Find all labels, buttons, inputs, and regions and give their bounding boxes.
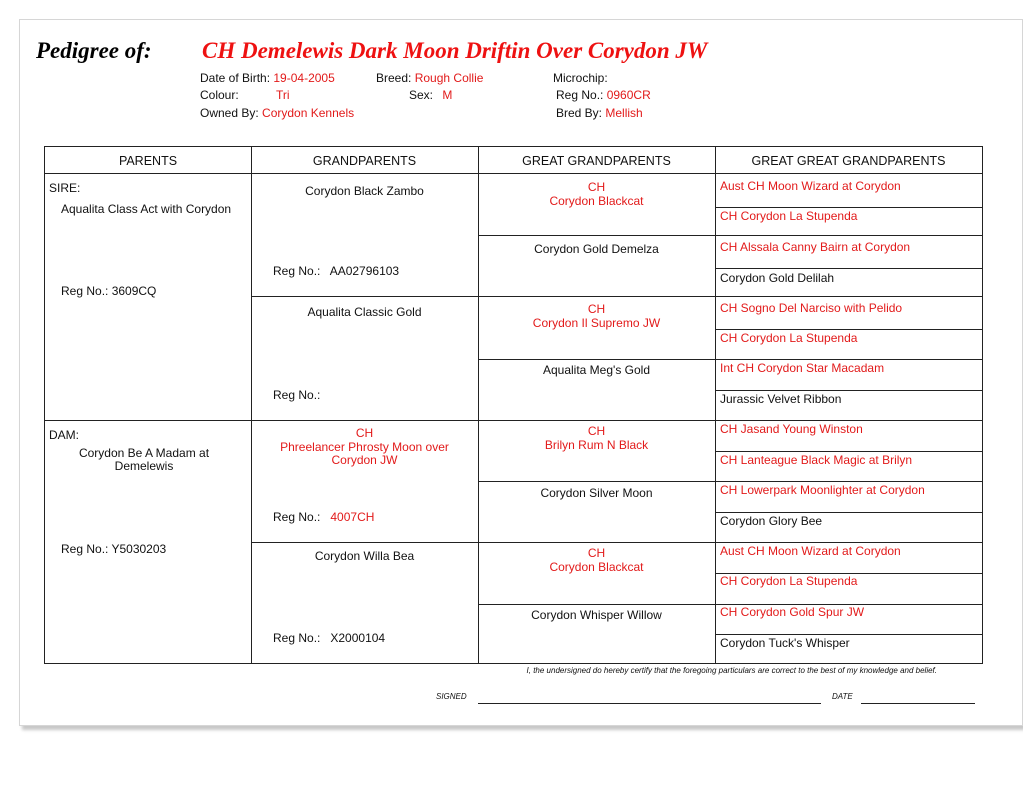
reg-label: Reg No.: xyxy=(273,264,321,278)
reg-value: X2000104 xyxy=(330,631,386,645)
bred-row xyxy=(556,106,643,120)
grandparent-name: Corydon Willa Bea xyxy=(314,549,415,563)
microchip-row xyxy=(553,71,608,85)
grandparent-name: Phreelancer Phrosty Moon over Corydon JW xyxy=(280,440,449,467)
ggg-divider xyxy=(715,451,982,452)
owned-row xyxy=(200,106,354,120)
grandparents-divider xyxy=(251,420,478,421)
regno-row xyxy=(556,88,651,102)
ggg-divider xyxy=(715,268,982,269)
col-header-great-grandparents: GREAT GRANDPARENTS xyxy=(522,154,671,168)
ggg-divider xyxy=(715,390,982,391)
col-header-parents: PARENTS xyxy=(118,154,178,168)
sire-name: Aqualita Class Act with Corydon xyxy=(61,202,232,216)
ggg-name: CH Corydon La Stupenda xyxy=(720,331,858,345)
sire-reg: Reg No.: 3609CQ xyxy=(61,284,157,298)
great-grandparents-divider xyxy=(478,235,715,236)
ggg-name: CH Lanteague Black Magic at Brilyn xyxy=(720,453,913,467)
signed-label: SIGNED xyxy=(436,692,467,701)
grandparent-name: Aqualita Classic Gold xyxy=(307,305,422,319)
grandparents-divider xyxy=(251,296,478,297)
grandparent-prefix: CH xyxy=(355,426,374,440)
parents-divider xyxy=(45,420,251,421)
pedigree-grid xyxy=(44,146,983,664)
certify-statement: I, the undersigned do hereby certify that the foregoing particulars are correct to the best of my knowledge and belief. xyxy=(526,666,937,675)
ggg-name: CH Corydon La Stupenda xyxy=(720,574,858,588)
ggg-name: Corydon Tuck's Whisper xyxy=(720,636,850,650)
dam-label: DAM: xyxy=(49,428,79,442)
dam-name: Corydon Be A Madam at Demelewis xyxy=(78,446,210,473)
great-grandparent-prefix: CH xyxy=(587,424,606,438)
great-grandparents-divider xyxy=(478,542,715,543)
sex-row xyxy=(409,88,452,102)
ggg-name: Corydon Glory Bee xyxy=(720,514,823,528)
ggg-name: Int CH Corydon Star Macadam xyxy=(720,361,885,375)
ggg-name: CH Lowerpark Moonlighter at Corydon xyxy=(720,483,925,497)
sex-value: M xyxy=(442,88,453,102)
ggg-divider xyxy=(715,235,982,236)
great-grandparent-name: Corydon Whisper Willow xyxy=(531,608,662,622)
great-grandparent-name: Corydon Gold Demelza xyxy=(534,242,659,256)
page-title: Pedigree of: xyxy=(36,38,152,63)
colour-row xyxy=(200,88,239,102)
reg-label: Reg No.: xyxy=(273,631,321,645)
col-header-grandparents: GRANDPARENTS xyxy=(312,154,417,168)
great-grandparent-name: Brilyn Rum N Black xyxy=(544,438,649,452)
great-grandparents-divider xyxy=(478,359,715,360)
great-grandparent-prefix: CH xyxy=(587,546,606,560)
date-label: DATE xyxy=(832,692,853,701)
great-grandparent-name: Corydon Il Supremo JW xyxy=(532,316,661,330)
ggg-name: Aust CH Moon Wizard at Corydon xyxy=(720,179,901,193)
grandparent-reg xyxy=(273,264,399,278)
ggg-name: CH Jasand Young Winston xyxy=(720,422,863,436)
ggg-divider xyxy=(715,420,982,421)
grandparent-reg xyxy=(273,510,374,524)
ggg-name: CH Alssala Canny Bairn at Corydon xyxy=(720,240,911,254)
ggg-name: CH Corydon La Stupenda xyxy=(720,209,858,223)
regno-label: Reg No.: xyxy=(556,88,604,102)
reg-label: Reg No.: xyxy=(273,510,321,524)
reg-label: Reg No.: xyxy=(273,388,321,402)
ggg-name: CH Corydon Gold Spur JW xyxy=(720,605,865,619)
breed-value: Rough Collie xyxy=(414,71,484,85)
grandparent-reg xyxy=(273,388,327,402)
ggg-divider xyxy=(715,481,982,482)
dob-value: 19-04-2005 xyxy=(273,71,335,85)
great-grandparent-name: Corydon Silver Moon xyxy=(540,486,653,500)
dob-row xyxy=(200,71,335,85)
ggg-name: Jurassic Velvet Ribbon xyxy=(720,392,842,406)
column-divider xyxy=(478,147,479,663)
breed-label: Breed: xyxy=(376,71,412,85)
dob-label: Date of Birth: xyxy=(200,71,271,85)
owned-label: Owned By: xyxy=(200,106,259,120)
great-grandparents-divider xyxy=(478,296,715,297)
owned-value: Corydon Kennels xyxy=(262,106,355,120)
signature-line[interactable] xyxy=(478,703,821,704)
reg-value: AA02796103 xyxy=(329,264,400,278)
regno-value: 0960CR xyxy=(606,88,651,102)
ggg-name: Corydon Gold Delilah xyxy=(720,271,835,285)
column-divider xyxy=(251,147,252,663)
great-grandparents-divider xyxy=(478,481,715,482)
ggg-divider xyxy=(715,296,982,297)
microchip-label: Microchip: xyxy=(553,71,608,85)
header-divider xyxy=(45,173,982,174)
great-grandparents-divider xyxy=(478,420,715,421)
great-grandparent-prefix: CH xyxy=(587,180,606,194)
ggg-divider xyxy=(715,207,982,208)
reg-value: 4007CH xyxy=(330,510,375,524)
ggg-divider xyxy=(715,634,982,635)
ggg-divider xyxy=(715,359,982,360)
colour-value: Tri xyxy=(276,88,290,102)
grandparent-reg xyxy=(273,631,385,645)
ggg-name: Aust CH Moon Wizard at Corydon xyxy=(720,544,901,558)
great-grandparent-name: Aqualita Meg's Gold xyxy=(542,363,650,377)
ggg-divider xyxy=(715,542,982,543)
great-grandparent-prefix: CH xyxy=(587,302,606,316)
col-header-great-great-grandparents: GREAT GREAT GRANDPARENTS xyxy=(751,154,946,168)
great-grandparents-divider xyxy=(478,604,715,605)
dog-name: CH Demelewis Dark Moon Driftin Over Corydon JW xyxy=(202,38,708,63)
bred-label: Bred By: xyxy=(556,106,603,120)
sex-label: Sex: xyxy=(409,88,434,102)
sire-label: SIRE: xyxy=(49,181,81,195)
great-grandparent-name: Corydon Blackcat xyxy=(549,194,644,208)
dam-reg: Reg No.: Y5030203 xyxy=(61,542,167,556)
ggg-divider xyxy=(715,512,982,513)
bred-value: Mellish xyxy=(605,106,643,120)
great-grandparent-name: Corydon Blackcat xyxy=(549,560,644,574)
grandparent-name: Corydon Black Zambo xyxy=(305,184,424,198)
ggg-name: CH Sogno Del Narciso with Pelido xyxy=(720,301,903,315)
column-divider xyxy=(715,147,716,663)
ggg-divider xyxy=(715,329,982,330)
breed-row xyxy=(376,71,483,85)
date-line[interactable] xyxy=(861,703,975,704)
colour-label: Colour: xyxy=(200,88,239,102)
grandparents-divider xyxy=(251,542,478,543)
